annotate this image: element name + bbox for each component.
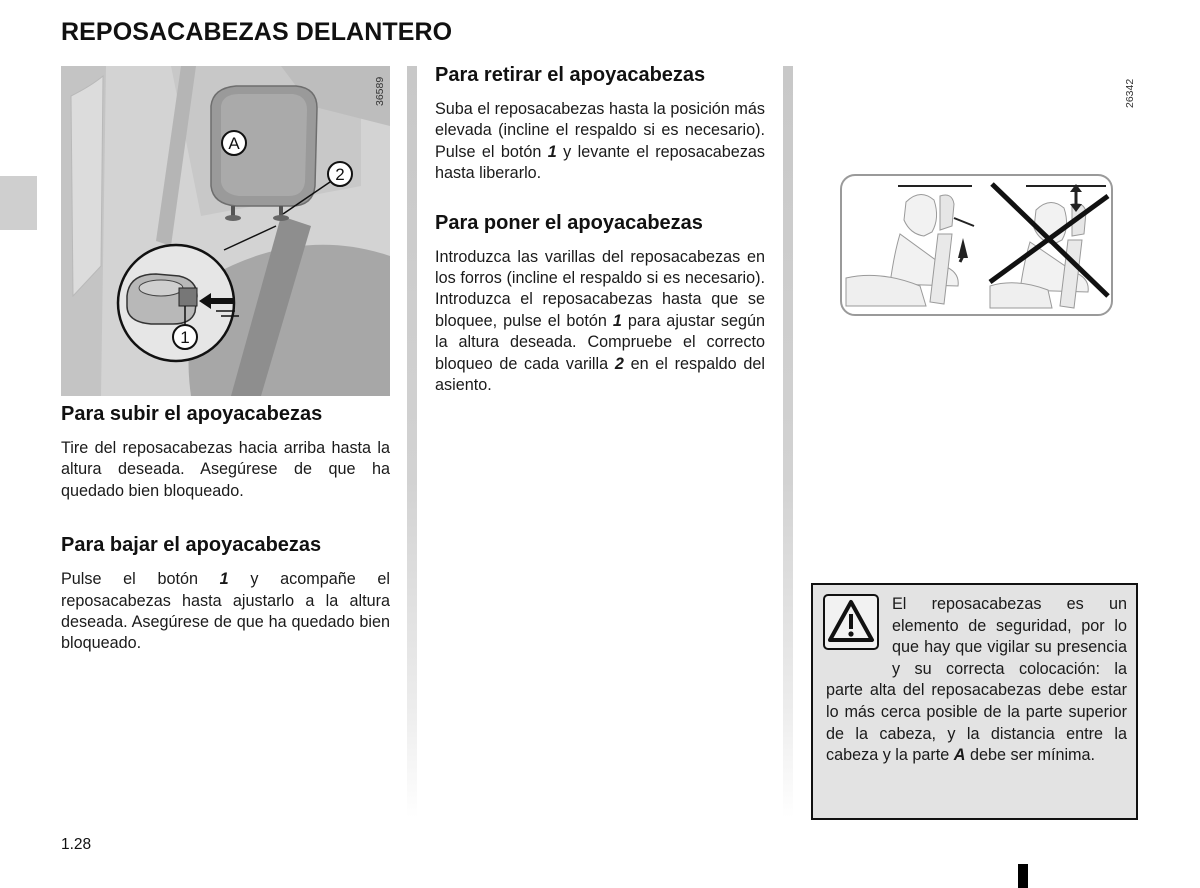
headrest-position-figure [840,174,1113,316]
section-body [435,99,765,185]
button-ref: 1 [547,142,557,161]
headrest-illustration [61,66,390,396]
body-text: Suba el reposacabezas hasta la posición más elevada (incline el respaldo si es necesario). Pulse el botón [435,100,765,161]
body-text: y levante el reposacabezas hasta liberarlo. [435,142,766,183]
body-text: debe ser mínima. [965,746,1096,765]
section-heading: Para retirar el apoyacabezas [435,64,706,86]
body-text: Pulse el botón [61,570,220,589]
chapter-tab [0,176,37,230]
section-heading: Para poner el apoyacabezas [435,211,703,234]
button-ref: 1 [219,570,229,589]
figure-code: 36589 [374,76,386,106]
body-text: El reposacabezas es un elemento de seguridad, por lo que hay que vigilar su presencia y su correcta colocación: la parte alta del reposacabezas debe estar lo más cerca posible de la parte superior de la cabeza, y la distancia entre la cabeza y la parte [826,595,1127,765]
column-divider-right [783,66,793,818]
body-text: Tire del reposacabezas hacia arriba hasta la altura deseada. Asegúrese de que ha quedado bien bloqueado. [61,439,390,500]
headrest-position-illustration [840,174,1113,316]
body-text: Introduzca las varillas del reposacabezas en los forros (incline el respaldo si es necesario). Introduzca el reposacabezas hasta que se bloquee, pulse el botón [435,247,765,330]
warning-text [826,594,1127,767]
callout-1-label: 1 [180,328,190,347]
button-ref: 1 [612,311,622,330]
section-install [435,211,765,397]
body-text: y acompañe el reposacabezas hasta ajustarlo a la altura deseada. Asegúrese de que ha quedado bien bloqueado. [61,570,391,653]
headrest-figure [61,66,390,396]
figure-code-right: 26342 [1124,78,1136,108]
section-body [61,569,390,655]
section-raise [61,402,390,502]
corner-mark [1018,864,1028,888]
section-body [61,438,390,502]
section-lower [61,533,390,655]
section-heading: Para subir el apoyacabezas [61,403,323,425]
column-divider-left [407,66,417,818]
section-heading: Para bajar el apoyacabezas [61,534,322,557]
callout-a-label: A [228,134,240,153]
body-text: en el respaldo del asiento. [435,354,765,395]
warning-box [811,583,1138,820]
page-number: 1.28 [61,836,92,853]
page-title: REPOSACABEZAS DELANTERO [61,18,453,46]
middle-column [435,63,765,416]
left-column [61,402,390,675]
rod-ref: 2 [614,354,624,373]
section-remove [435,63,765,185]
section-body [435,247,765,397]
body-text: para ajustar según la altura deseada. Compruebe el correcto bloqueo de cada varilla [435,311,765,373]
part-ref: A [953,746,966,765]
callout-2-label: 2 [335,165,345,184]
